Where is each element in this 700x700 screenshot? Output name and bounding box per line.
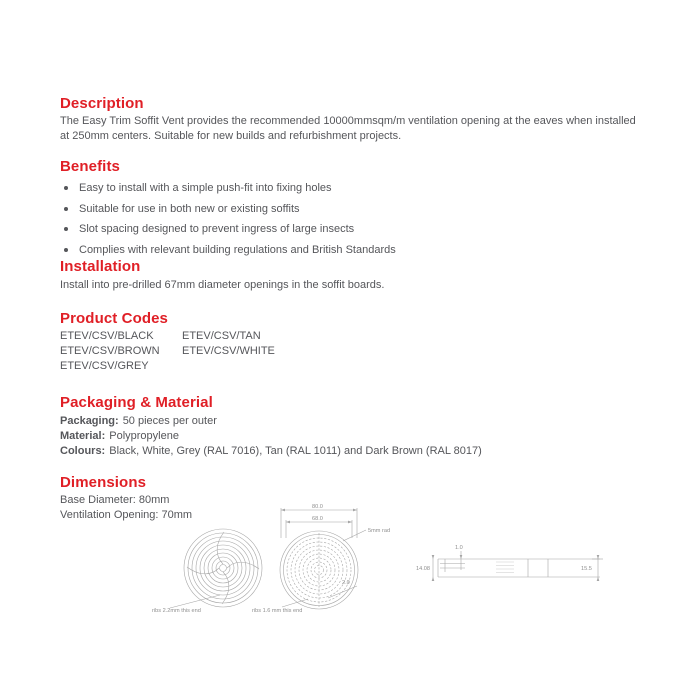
benefits-list (60, 181, 620, 263)
benefit-item (60, 243, 620, 258)
dim-right-label: 15.5 (581, 566, 592, 572)
dim-80-label: 80.0 (312, 504, 323, 510)
packaging-row (60, 429, 645, 444)
product-code: ETEV/CSV/WHITE (182, 345, 275, 357)
vent-slot-rings (287, 533, 351, 607)
material-value: Polypropylene (109, 430, 179, 442)
packaging-value: 50 pieces per outer (122, 415, 217, 427)
packaging-row (60, 444, 645, 459)
side-profile-drawing (416, 545, 603, 581)
dim-68-label: 68.0 (312, 516, 323, 522)
dimension-base-diameter: Base Diameter: 80mm (60, 494, 170, 506)
dimensions-heading: Dimensions (60, 474, 147, 491)
radius-label: 5mm rad (368, 528, 391, 534)
vent-spokes (187, 532, 259, 604)
left-vent-drawing (152, 529, 262, 614)
thickness-leader-line (328, 586, 357, 598)
radius-leader-line (343, 530, 366, 541)
product-code: ETEV/CSV/TAN (182, 330, 261, 342)
profile-micro-markings (496, 562, 514, 573)
installation-heading: Installation (60, 258, 141, 275)
bullet-icon (64, 227, 68, 231)
packaging-label: Packaging: (60, 415, 119, 427)
colours-value: Black, White, Grey (RAL 7016), Tan (RAL 1011) and Dark Brown (RAL 8017) (109, 445, 482, 457)
benefit-item (60, 202, 620, 217)
product-code: ETEV/CSV/BLACK (60, 330, 154, 342)
benefit-item-text: Easy to install with a simple push-fit into fixing holes (79, 182, 332, 194)
packaging-heading: Packaging & Material (60, 394, 213, 411)
thickness-label: 2.0 (342, 580, 350, 586)
benefit-item-text: Suitable for use in both new or existing soffits (79, 202, 300, 215)
benefit-item-text: Slot spacing designed to prevent ingress of large insects (79, 223, 355, 235)
bullet-icon (64, 207, 68, 211)
dim-left-label: 14.08 (416, 566, 430, 572)
bullet-icon (64, 248, 68, 252)
benefit-item (60, 222, 620, 237)
technical-drawings (140, 500, 660, 628)
dimension-left (416, 555, 434, 581)
product-codes-heading: Product Codes (60, 310, 168, 327)
product-codes-column-2 (182, 329, 275, 359)
dimension-ventilation-opening: Ventilation Opening: 70mm (60, 509, 193, 521)
product-code: ETEV/CSV/GREY (60, 360, 149, 372)
right-vent-drawing (252, 504, 390, 614)
benefits-heading: Benefits (60, 158, 120, 175)
product-code: ETEV/CSV/BROWN (60, 345, 160, 357)
bullet-icon (64, 186, 68, 190)
dim-1-label: 1.0 (455, 545, 463, 551)
benefit-item-text: Complies with relevant building regulations and British Standards (79, 243, 396, 256)
left-vent-caption: ribs 2.2mm this end (152, 608, 201, 614)
colours-label: Colours: (60, 445, 106, 457)
installation-body: Install into pre-drilled 67mm diameter openings in the soffit boards. (60, 279, 385, 291)
description-body: The Easy Trim Soffit Vent provides the recommended 10000mmsqm/m ventilation opening at the eaves when installed at 250mm centers. Suitable for new builds and refurbishment projects. (60, 115, 636, 142)
packaging-rows (60, 414, 645, 459)
right-vent-caption: ribs 1.6 mm this end (252, 608, 303, 614)
material-label: Material: (60, 430, 106, 442)
packaging-row (60, 414, 645, 429)
product-codes-column-1 (60, 329, 160, 374)
description-heading: Description (60, 95, 144, 112)
benefit-item (60, 181, 620, 196)
